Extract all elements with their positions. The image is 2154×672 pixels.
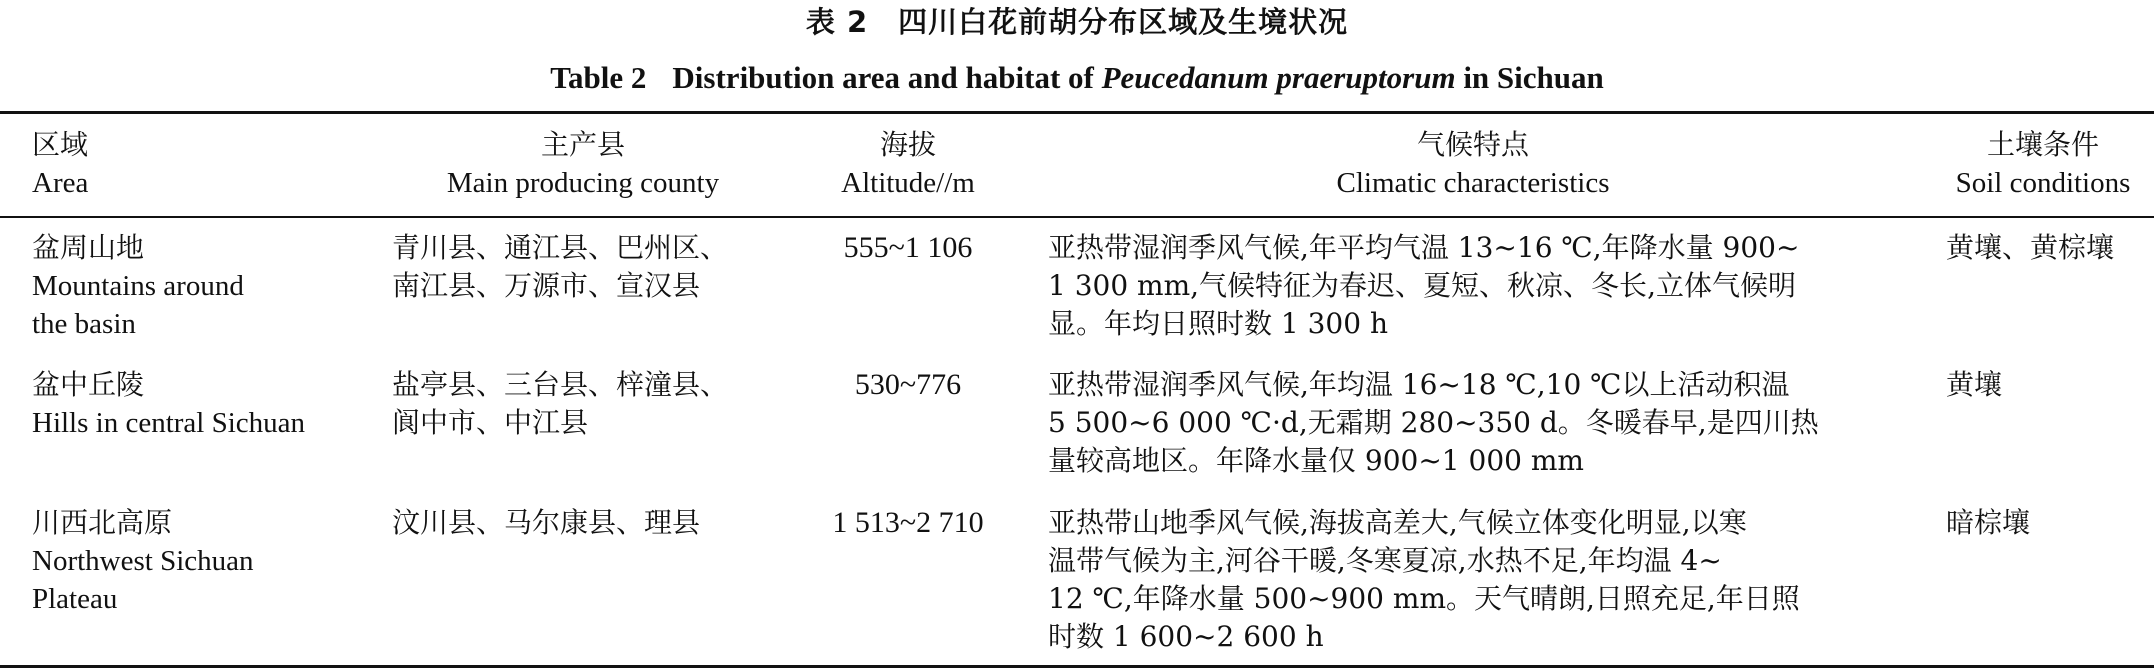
table-row-1-area [32, 229, 362, 343]
table-row-3-altitude: 1 513~2 710 [832, 506, 984, 539]
climate-line: 1 300 mm,气候特征为春迟、夏短、秋凉、冬长,立体气候明 [1048, 269, 1796, 302]
climate-line: 亚热带山地季风气候,海拔高差大,气候立体变化明显,以寒 [1048, 506, 1747, 539]
header-altitude-cn: 海拔 [879, 128, 936, 161]
table-row-2-climate [1048, 366, 1908, 480]
area-en-line: Mountains around [32, 270, 244, 302]
title-main-text: Distribution area and habitat of [672, 60, 1102, 95]
table-row-1-altitude: 555~1 106 [843, 231, 973, 264]
table-row-1-county [392, 229, 782, 305]
climate-line: 亚热带湿润季风气候,年平均气温 13~16 ℃,年降水量 900~ [1048, 231, 1800, 264]
header-soil-cn: 土壤条件 [1986, 128, 2099, 161]
table-title-english [0, 58, 2154, 98]
county-line: 汶川县、马尔康县、理县 [392, 506, 701, 539]
table-top-rule [0, 111, 2154, 114]
climate-line: 量较高地区。年降水量仅 900~1 000 mm [1048, 444, 1584, 477]
header-altitude-en: Altitude//m [841, 167, 975, 199]
table-row-1-climate [1048, 229, 1908, 343]
header-climate-cn: 气候特点 [1416, 128, 1529, 161]
header-county-cn: 主产县 [540, 128, 625, 161]
header-soil [1932, 126, 2154, 202]
header-area-en: Area [32, 167, 89, 199]
header-area-cn: 区域 [32, 128, 89, 161]
table-row-3-climate [1048, 504, 1908, 656]
area-cn: 盆周山地 [32, 231, 145, 264]
area-en-line: the basin [32, 308, 136, 340]
header-county-en: Main producing county [446, 167, 720, 199]
header-climate [1048, 126, 1898, 202]
area-en-line: Northwest Sichuan [32, 545, 254, 577]
area-cn: 川西北高原 [32, 506, 173, 539]
county-line: 南江县、万源市、宣汉县 [392, 269, 701, 302]
climate-line: 温带气候为主,河谷干暖,冬寒夏凉,水热不足,年均温 4~ [1048, 544, 1722, 577]
table-row-1-soil: 黄壤、黄棕壤 [1946, 231, 2115, 264]
area-en-line: Hills in central Sichuan [32, 407, 306, 439]
climate-line: 时数 1 600~2 600 h [1048, 620, 1324, 653]
climate-line: 12 ℃,年降水量 500~900 mm。天气晴朗,日照充足,年日照 [1048, 582, 1800, 615]
climate-line: 显。年均日照时数 1 300 h [1048, 307, 1388, 340]
area-cn: 盆中丘陵 [32, 368, 145, 401]
table-header-rule [0, 216, 2154, 218]
table-row-2-altitude: 530~776 [854, 368, 962, 401]
title-suffix-text: in Sichuan [1455, 60, 1604, 95]
table-row-2-area [32, 366, 362, 442]
climate-line: 5 500~6 000 ℃·d,无霜期 280~350 d。冬暖春早,是四川热 [1048, 406, 1819, 439]
county-line: 盐亭县、三台县、梓潼县、 [392, 368, 729, 401]
county-line: 阆中市、中江县 [392, 406, 589, 439]
table-title-chinese: 表 2 四川白花前胡分布区域及生境状况 [805, 5, 1349, 39]
table-number: Table 2 [550, 60, 647, 95]
header-area [32, 126, 332, 202]
header-climate-en: Climatic characteristics [1336, 167, 1610, 199]
table-bottom-rule [0, 665, 2154, 668]
table-row-2-county [392, 366, 782, 442]
table-row-3-county [392, 504, 782, 542]
header-soil-en: Soil conditions [1955, 167, 2131, 199]
climate-line: 亚热带湿润季风气候,年均温 16~18 ℃,10 ℃以上活动积温 [1048, 368, 1790, 401]
area-en-line: Plateau [32, 583, 118, 615]
table-row-3-area [32, 504, 362, 618]
county-line: 青川县、通江县、巴州区、 [392, 231, 729, 264]
header-altitude [808, 126, 1008, 202]
species-name: Peucedanum praeruptorum [1101, 60, 1456, 95]
table-row-3-soil: 暗棕壤 [1946, 506, 2031, 539]
table-row-2-soil: 黄壤 [1946, 368, 2003, 401]
header-county [388, 126, 778, 202]
